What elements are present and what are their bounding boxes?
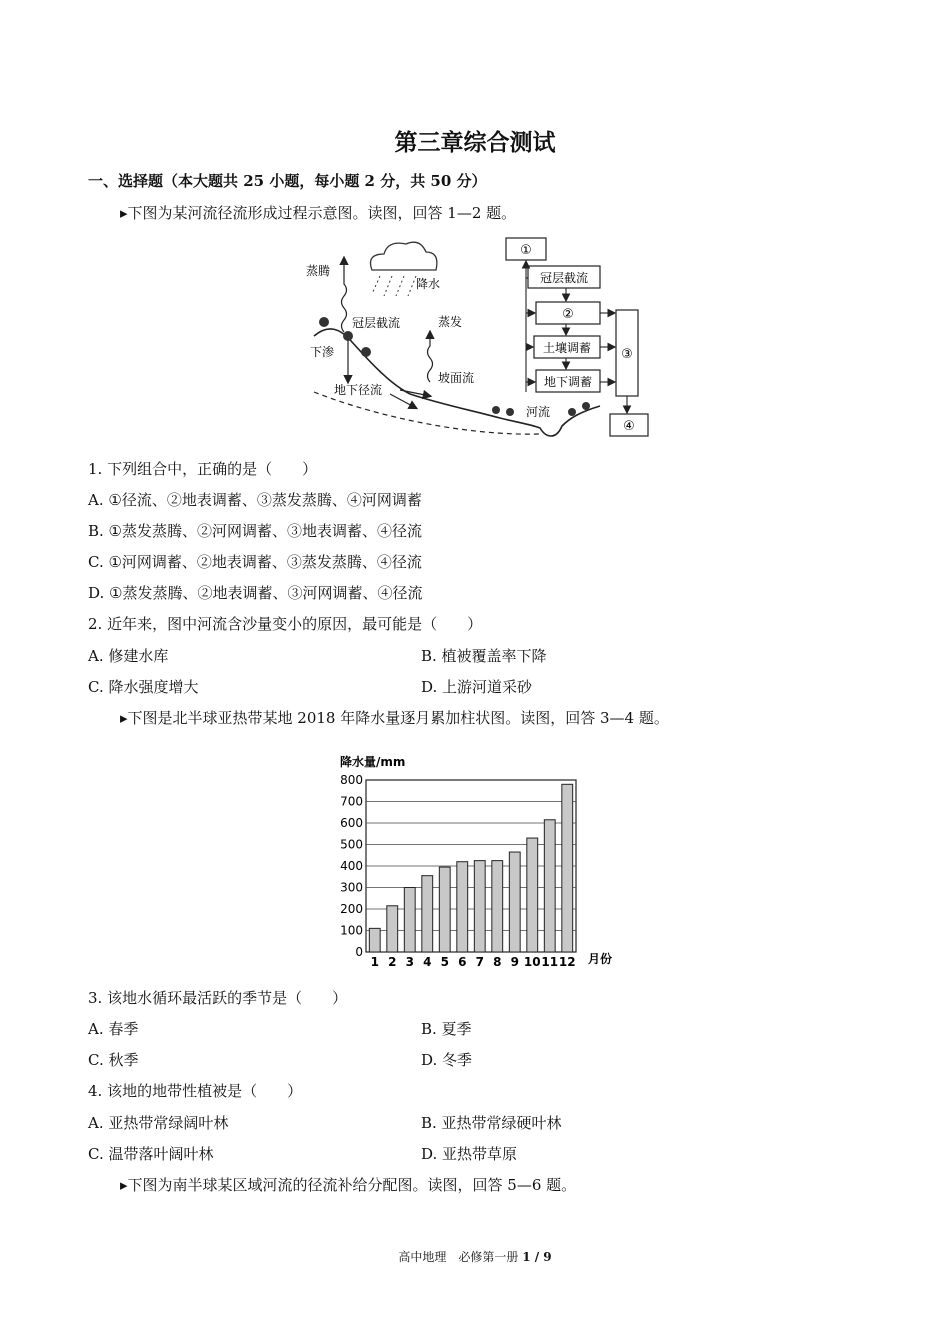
label-groundwater: 地下径流 [334,383,383,397]
chart-bar [544,820,555,952]
chart-ytick: 200 [340,902,363,916]
groundwater-arrow [390,394,416,408]
box-4: ④ [623,419,635,434]
q4-option-c[interactable]: C. 温带落叶阔叶林 [88,1145,214,1163]
chart-xtick: 8 [493,955,502,969]
chart-bar [474,861,485,952]
chart-bar [509,852,520,952]
chart-ytick: 100 [340,923,363,938]
chart-ylabel: 降水量/mm [340,755,406,769]
page-number: 1 / 9 [522,1250,552,1264]
chart-bar [387,906,398,952]
chart-xtick: 7 [475,955,484,969]
chart-ytick: 300 [340,880,363,895]
chart-ytick: 0 [355,945,363,959]
chart-ytick: 800 [340,773,363,787]
intro-1: ▸下图为某河流径流形成过程示意图。读图，回答 1—2 题。 [120,204,517,222]
chart-bar [422,876,433,952]
chart-xtick: 10 [523,955,541,969]
chart-bar [439,867,450,952]
q4-option-b[interactable]: B. 亚热带常绿硬叶林 [421,1114,562,1132]
chart-ytick: 400 [340,859,363,873]
chart-xtick: 6 [458,955,467,969]
label-precipitation: 降水 [416,277,441,291]
label-river: 河流 [526,405,551,419]
q3-option-d[interactable]: D. 冬季 [421,1051,473,1069]
q1-option-b[interactable]: B. ①蒸发蒸腾、②河网调蓄、③地表调蓄、④径流 [88,522,423,540]
q2-option-a[interactable]: A. 修建水库 [88,647,169,665]
chart-xtick: 12 [558,955,576,969]
q2-option-c[interactable]: C. 降水强度增大 [88,678,199,696]
chart-ytick: 700 [340,794,363,809]
intro-3: ▸下图为南半球某区域河流的径流补给分配图。读图，回答 5—6 题。 [120,1176,577,1194]
box-canopy: 冠层截流 [539,271,589,285]
chart-bar [562,784,573,952]
q4-option-d[interactable]: D. 亚热带草原 [421,1145,518,1163]
q2-stem: 2. 近年来，图中河流含沙量变小的原因，最可能是（ ） [88,615,483,633]
box-soil: 土壤调蓄 [542,341,592,355]
q4-stem: 4. 该地的地带性植被是（ ） [88,1082,303,1100]
label-canopy: 冠层截流 [352,316,401,330]
page-footer [0,1248,950,1265]
chart-ytick: 600 [340,816,363,830]
box-2: ② [562,307,574,322]
q4-option-a[interactable]: A. 亚热带常绿阔叶林 [88,1114,229,1132]
label-evaporation: 蒸发 [438,315,463,329]
chart-bar [492,861,503,952]
precipitation-chart [330,752,620,972]
chart-bar [369,928,380,952]
q2-option-b[interactable]: B. 植被覆盖率下降 [421,647,547,665]
q3-option-a[interactable]: A. 春季 [88,1020,139,1038]
chart-xtick: 9 [510,955,519,969]
q1-option-d[interactable]: D. ①蒸发蒸腾、②地表调蓄、③河网调蓄、④径流 [88,584,423,602]
footer-text: 高中地理 必修第一册 [398,1250,519,1264]
chart-xtick: 3 [405,955,414,969]
box-3: ③ [621,347,633,362]
evaporation-arrow [428,332,433,382]
chart-xlabel: 月份 [588,952,613,966]
section-heading: 一、选择题（本大题共 25 小题，每小题 2 分，共 50 分） [88,172,487,190]
q2-option-d[interactable]: D. 上游河道采砂 [421,678,533,696]
chart-bar [404,888,415,953]
q1-option-c[interactable]: C. ①河网调蓄、②地表调蓄、③蒸发蒸腾、④径流 [88,553,422,571]
tree-icon [319,317,593,416]
label-slope-flow: 坡面流 [438,371,475,385]
chart-bar [527,838,538,952]
q1-option-a[interactable]: A. ①径流、②地表调蓄、③蒸发蒸腾、④河网调蓄 [88,491,422,509]
q3-option-b[interactable]: B. 夏季 [421,1020,472,1038]
label-infiltration: 下渗 [310,345,335,359]
cloud-icon [371,242,437,270]
box-1: ① [520,243,532,258]
label-transpiration: 蒸腾 [306,264,331,278]
runoff-diagram [300,232,660,444]
chart-xtick: 2 [388,955,397,969]
chart-xtick: 5 [440,955,449,969]
chart-ytick: 500 [340,837,363,852]
page-title: 第三章综合测试 [394,129,556,156]
intro-2: ▸下图是北半球亚热带某地 2018 年降水量逐月累加柱状图。读图，回答 3—4 题。 [120,709,669,727]
q1-stem: 1. 下列组合中，正确的是（ ） [88,460,318,478]
transpiration-arrow [342,258,347,332]
q3-option-c[interactable]: C. 秋季 [88,1051,139,1069]
chart-xtick: 1 [370,955,379,969]
box-ground: 地下调蓄 [543,375,593,389]
chart-xtick: 4 [423,955,432,969]
chart-bar [457,862,468,952]
chart-xtick: 11 [541,955,559,969]
groundwater-line [314,392,540,434]
rain-icon [372,276,416,296]
q3-stem: 3. 该地水循环最活跃的季节是（ ） [88,989,348,1007]
